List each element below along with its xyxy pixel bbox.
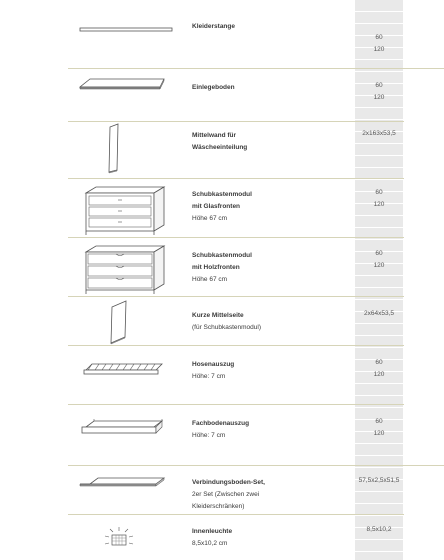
item-name: Schubkastenmodul — [192, 252, 252, 259]
item-row-verbindungsboden — [68, 466, 444, 514]
item-name: mit Glasfronten — [192, 203, 241, 210]
item-name: Kleiderstange — [192, 23, 235, 30]
item-detail: (für Schubkastenmodul) — [192, 324, 262, 331]
item-name: Verbindungsboden-Set, — [192, 479, 265, 486]
item-value: 120 — [373, 94, 385, 101]
item-name: Wäscheeinteilung — [192, 144, 248, 151]
interior-light-icon — [68, 519, 188, 555]
drawer-module-wood-icon — [68, 240, 188, 296]
item-value: 120 — [373, 430, 385, 437]
item-value: 60 — [375, 359, 383, 366]
item-value: 60 — [375, 250, 383, 257]
item-detail: 8,5x10,2 cm — [192, 540, 228, 547]
item-row-schubkasten-holz — [68, 238, 444, 296]
item-row-schubkasten-glas — [68, 179, 444, 237]
item-row-kurze-mittelseite — [68, 297, 444, 345]
item-name: Schubkastenmodul — [192, 191, 252, 198]
item-value: 8,5x10,2 — [366, 526, 392, 533]
item-value: 120 — [373, 262, 385, 269]
item-row-einlegeboden — [68, 69, 444, 121]
pullout-shelf-icon — [68, 417, 188, 447]
item-value: 2x163x53,5 — [362, 130, 396, 137]
item-value: 120 — [373, 371, 385, 378]
item-detail: Höhe: 7 cm — [192, 373, 226, 380]
drawer-module-glass-icon — [68, 181, 188, 237]
item-value: 60 — [375, 82, 383, 89]
item-value: 57,5x2,5x51,5 — [358, 477, 400, 484]
item-detail: 2er Set (Zwischen zwei — [192, 491, 260, 498]
item-value: 2x64x53,5 — [364, 310, 394, 317]
item-row-kleiderstange — [68, 0, 444, 68]
item-detail: Kleiderschränken) — [192, 503, 245, 510]
item-value: 60 — [375, 189, 383, 196]
item-name: Kurze Mittelseite — [192, 312, 244, 319]
item-row-fachbodenauszug — [68, 405, 444, 465]
item-name: Innenleuchte — [192, 528, 233, 535]
item-value: 120 — [373, 201, 385, 208]
item-detail: Höhe: 7 cm — [192, 432, 226, 439]
connection-board-icon — [68, 474, 188, 504]
item-value: 60 — [375, 418, 383, 425]
item-name: Hosenauszug — [192, 361, 235, 368]
short-middle-side-icon — [68, 297, 188, 345]
item-value: 60 — [375, 34, 383, 41]
middle-wall-icon — [68, 122, 188, 178]
item-name: Mittelwand für — [192, 132, 237, 139]
item-name: mit Holzfronten — [192, 264, 240, 271]
item-row-innenleuchte — [68, 515, 444, 560]
item-name: Einlegeboden — [192, 84, 235, 91]
item-row-hosenauszug — [68, 346, 444, 404]
item-detail: Höhe 67 cm — [192, 276, 228, 283]
item-row-mittelwand — [68, 122, 444, 178]
item-detail: Höhe 67 cm — [192, 215, 228, 222]
item-value: 120 — [373, 46, 385, 53]
item-name: Fachbodenauszug — [192, 420, 250, 427]
trouser-rack-icon — [68, 354, 188, 394]
